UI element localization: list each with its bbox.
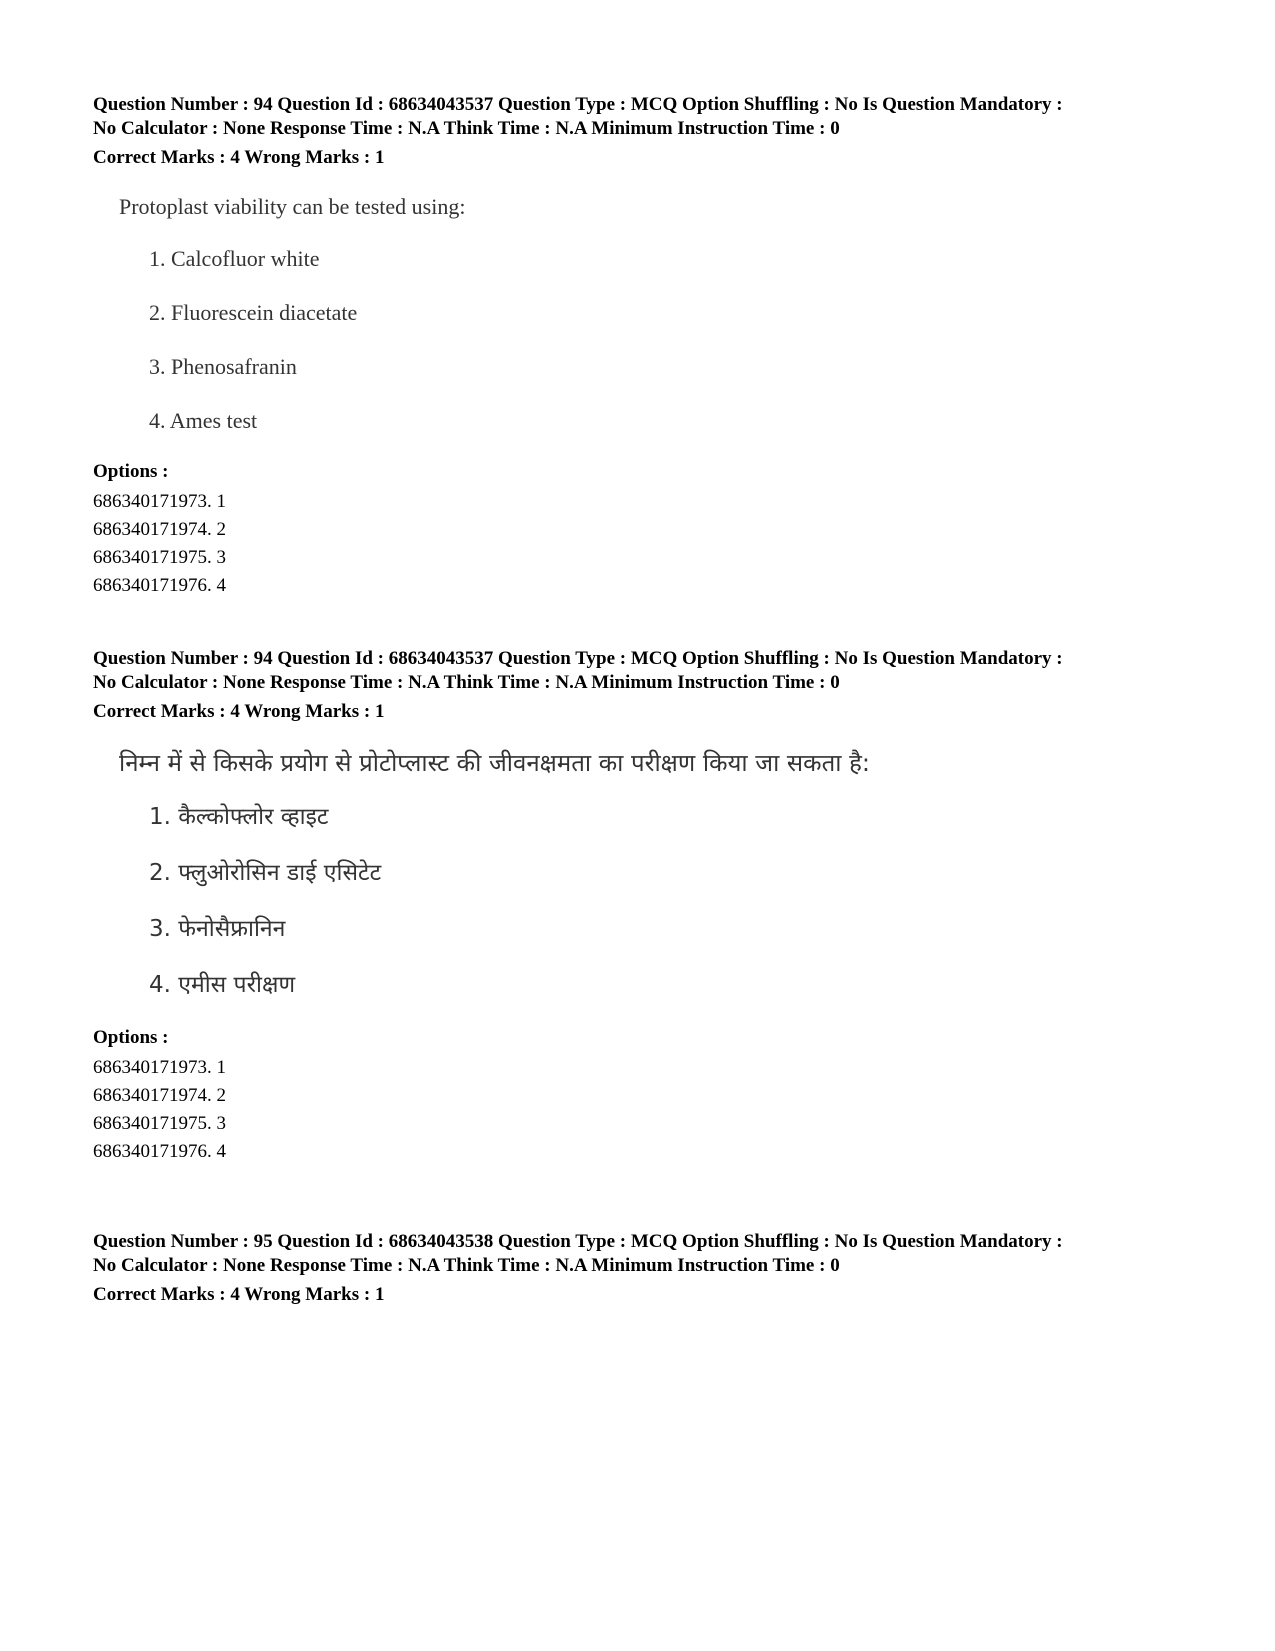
question-image bbox=[93, 746, 1193, 1002]
question-meta-line1: Question Number : 94 Question Id : 68634043537 Question Type : MCQ Option Shuffling : No Is Question Mandatory : bbox=[93, 94, 1063, 115]
question-items bbox=[93, 244, 1193, 436]
question-meta-line2: No Calculator : None Response Time : N.A Think Time : N.A Minimum Instruction Time : 0 bbox=[93, 118, 840, 139]
question-meta-line2: No Calculator : None Response Time : N.A Think Time : N.A Minimum Instruction Time : 0 bbox=[93, 672, 840, 693]
options-label: Options : bbox=[93, 461, 169, 482]
question-meta-line1: Question Number : 95 Question Id : 68634043538 Question Type : MCQ Option Shuffling : No Is Question Mandatory : bbox=[93, 1231, 1063, 1252]
option-item: 686340171974. 2 bbox=[93, 1085, 226, 1106]
question-item: 4. एमीस परीक्षण bbox=[149, 972, 296, 998]
option-item: 686340171975. 3 bbox=[93, 547, 226, 568]
question-meta-line1: Question Number : 94 Question Id : 68634043537 Question Type : MCQ Option Shuffling : No Is Question Mandatory : bbox=[93, 648, 1063, 669]
question-item: 1. Calcofluor white bbox=[149, 246, 320, 271]
option-item: 686340171973. 1 bbox=[93, 491, 226, 512]
question-item: 4. Ames test bbox=[149, 408, 258, 433]
question-block-95 bbox=[93, 1230, 1193, 1307]
question-item: 3. फेनोसैफ्रानिन bbox=[149, 916, 286, 942]
question-item: 1. कैल्कोफ्लोर व्हाइट bbox=[149, 804, 329, 830]
question-marks: Correct Marks : 4 Wrong Marks : 1 bbox=[93, 701, 385, 722]
option-item: 686340171974. 2 bbox=[93, 519, 226, 540]
option-item: 686340171976. 4 bbox=[93, 1141, 226, 1162]
options-label: Options : bbox=[93, 1027, 169, 1048]
option-item: 686340171976. 4 bbox=[93, 575, 226, 596]
option-item: 686340171975. 3 bbox=[93, 1113, 226, 1134]
question-stem: Protoplast viability can be tested using: bbox=[119, 194, 466, 219]
question-item: 2. फ्लुओरोसिन डाई एसिटेट bbox=[149, 860, 382, 886]
question-image bbox=[93, 192, 1193, 436]
question-block-94-en bbox=[93, 93, 1193, 600]
question-marks: Correct Marks : 4 Wrong Marks : 1 bbox=[93, 1284, 385, 1305]
question-stem: निम्न में से किसके प्रयोग से प्रोटोप्लास्ट की जीवनक्षमता का परीक्षण किया जा सकता है: bbox=[119, 749, 870, 777]
question-block-94-hi bbox=[93, 647, 1193, 1166]
question-item: 3. Phenosafranin bbox=[149, 354, 297, 379]
option-item: 686340171973. 1 bbox=[93, 1057, 226, 1078]
question-items bbox=[93, 800, 1193, 1002]
question-marks: Correct Marks : 4 Wrong Marks : 1 bbox=[93, 147, 385, 168]
question-item: 2. Fluorescein diacetate bbox=[149, 300, 358, 325]
question-meta-line2: No Calculator : None Response Time : N.A Think Time : N.A Minimum Instruction Time : 0 bbox=[93, 1255, 840, 1276]
